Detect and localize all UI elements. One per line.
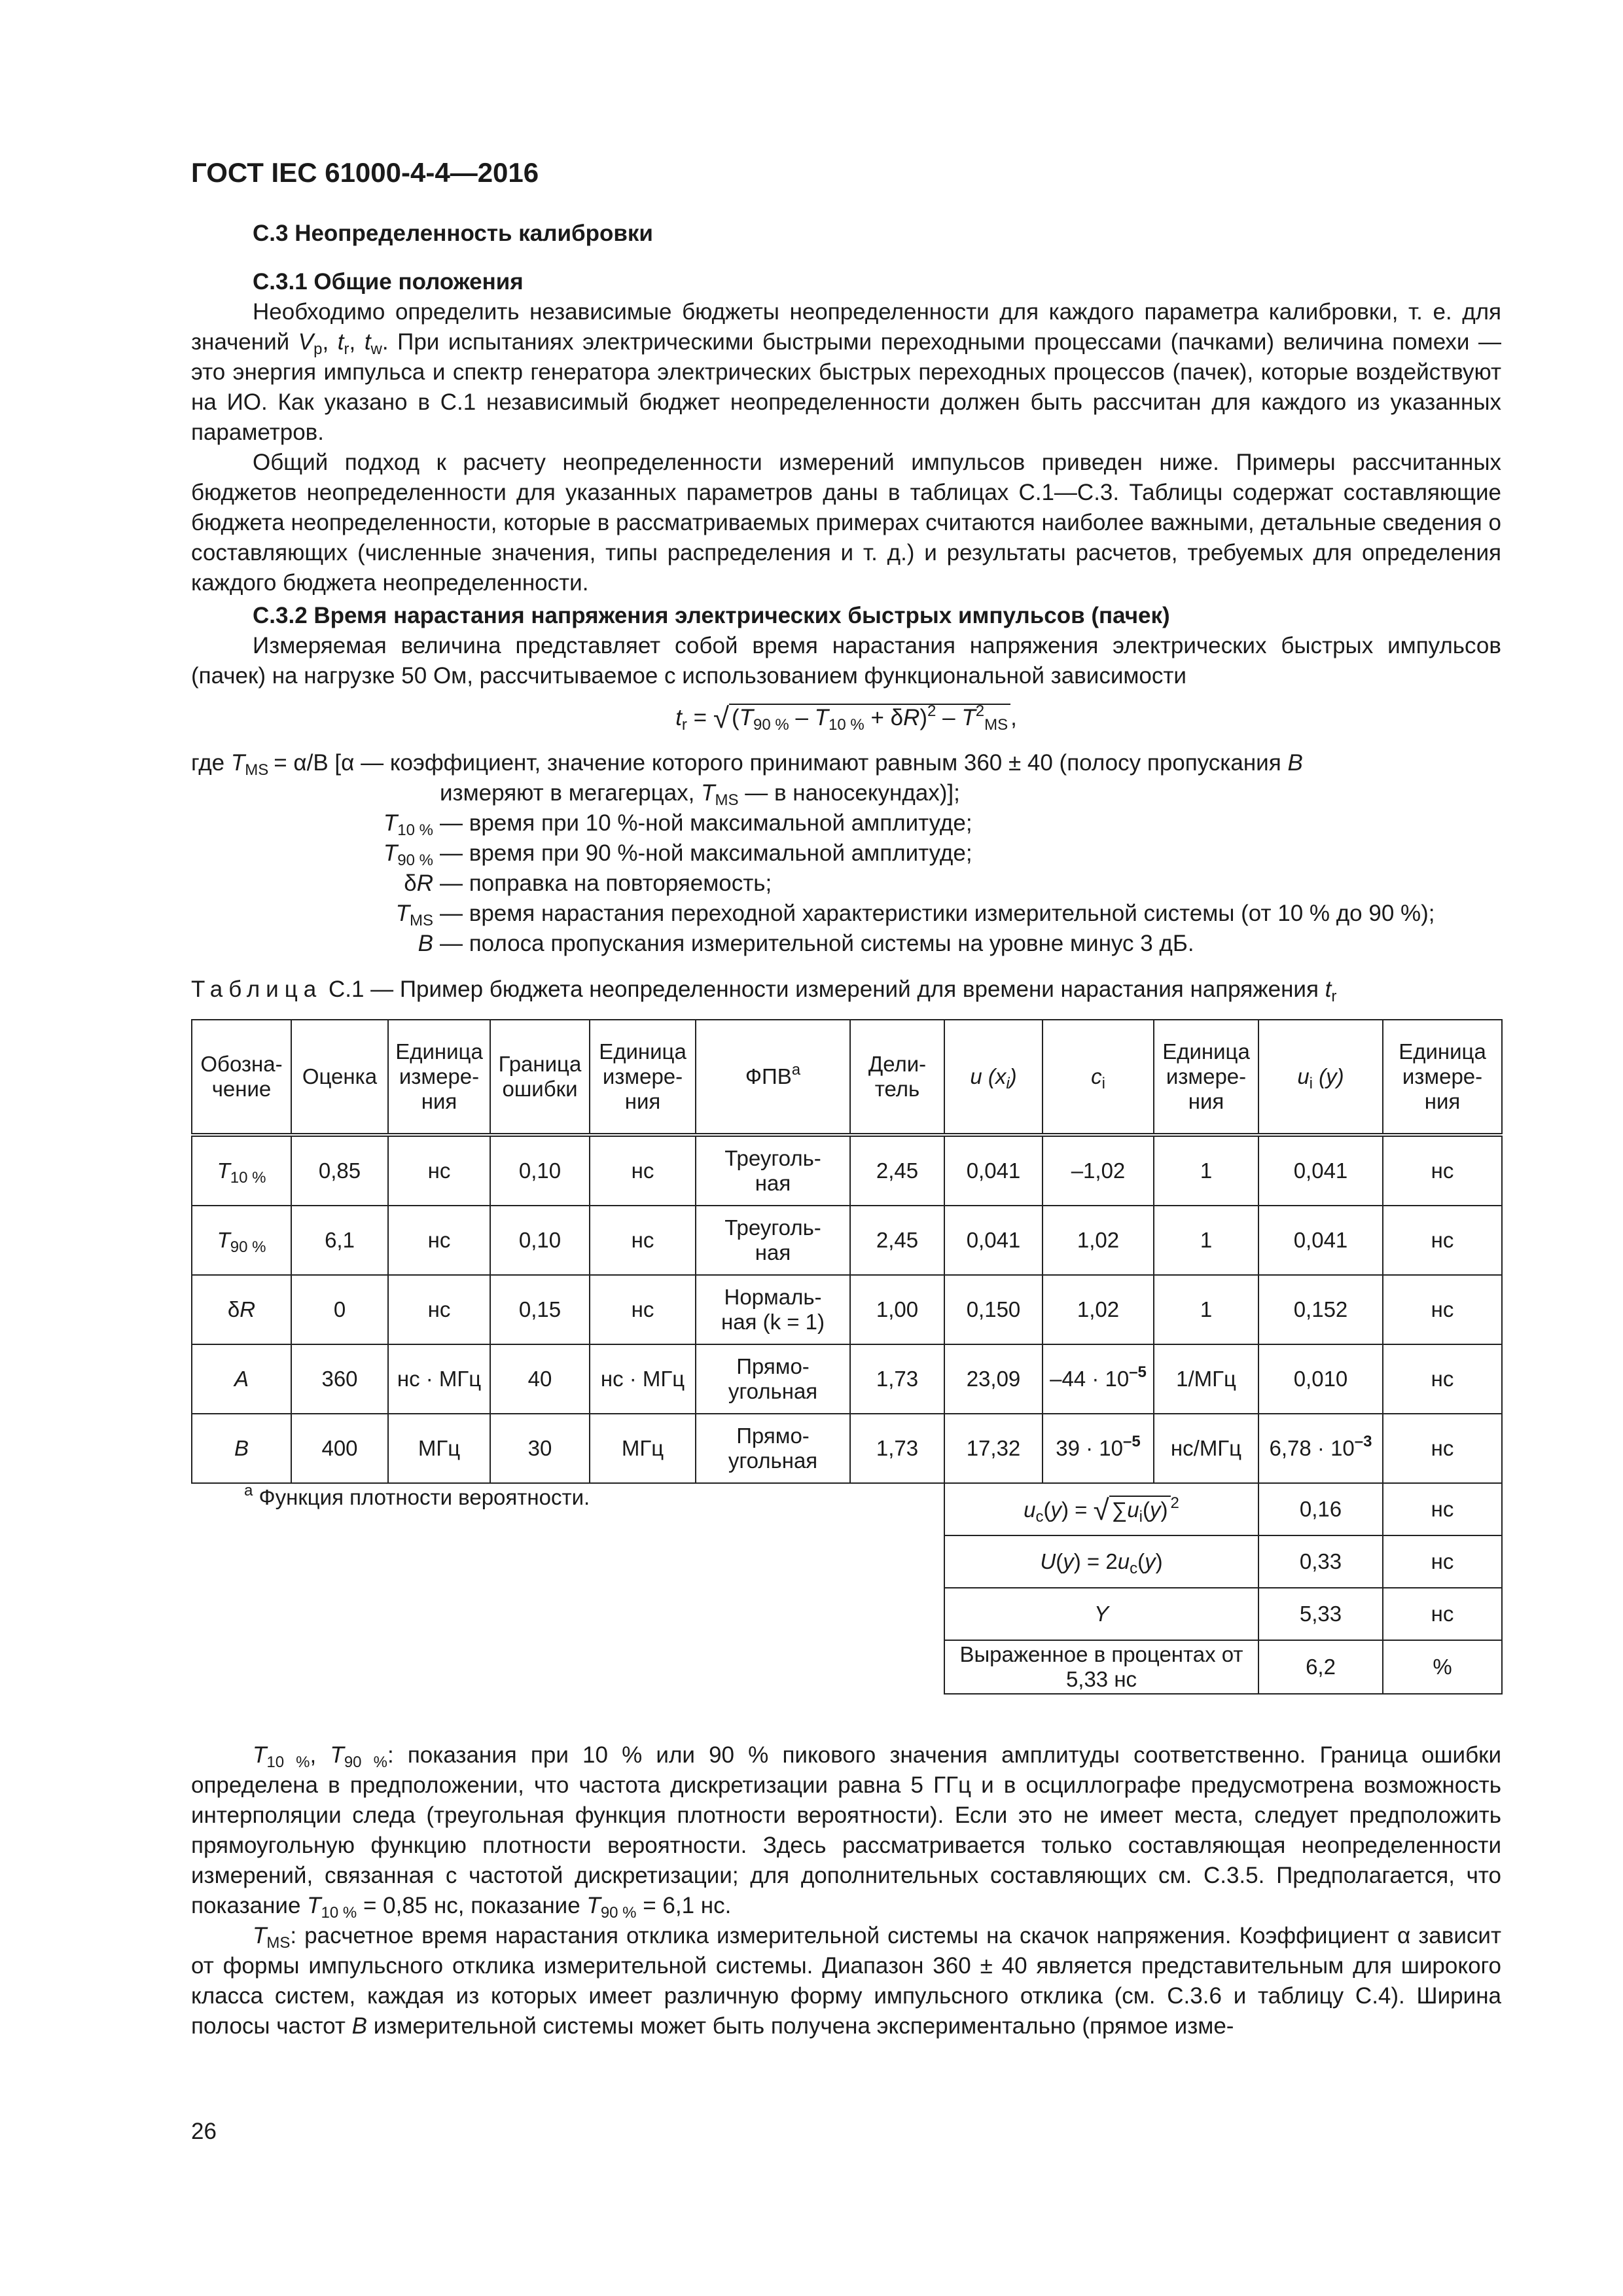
table-cell: нс (388, 1135, 490, 1206)
table-cell: 1,02 (1043, 1275, 1154, 1344)
table-cell: нс · МГц (590, 1344, 696, 1414)
page-number: 26 (191, 2119, 217, 2144)
table-row (192, 1206, 1502, 1275)
summary-unit: нс (1383, 1588, 1502, 1640)
table-cell: 0,152 (1258, 1275, 1383, 1344)
paragraph-2: Общий подход к расчету неопределенности измерений импульсов приведен ниже. Примеры рассчитанных бюджетов неопределенности для указанных параметров даны в таблицах С.1—С.3. Таблицы содержат составляющие бюджета неопределенности, которые в рассматриваемых примерах считаются наиболее важными, детальные сведения о составляющих (численные значения, типы распределения и т. д.) и результаты расчетов, требуемых для определения каждого бюджета неопределенности. (191, 450, 1501, 596)
table-cell: 0,041 (944, 1135, 1043, 1206)
table-cell: Треуголь- ная (696, 1135, 850, 1206)
table-cell: B (192, 1414, 291, 1483)
section-title-c32: С.3.2 Время нарастания напряжения электрических быстрых импульсов (пачек) (253, 603, 1170, 628)
col-header: Граница ошибки (490, 1020, 590, 1135)
col-header: $c_i$ (1043, 1020, 1154, 1135)
summary-label: Y (944, 1588, 1258, 1640)
table-cell: 2,45 (850, 1206, 944, 1275)
table-cell: нс (590, 1135, 696, 1206)
col-header: Единица измере- ния (388, 1020, 490, 1135)
uncertainty-budget-table (191, 1019, 1503, 1695)
summary-row (192, 1483, 1502, 1535)
summary-unit: % (1383, 1640, 1502, 1694)
table-cell: нс/МГц (1154, 1414, 1258, 1483)
summary-row (192, 1640, 1502, 1694)
table-cell: 0,150 (944, 1275, 1043, 1344)
table-cell: нс (1383, 1414, 1502, 1483)
col-header: Обозна- чение (192, 1020, 291, 1135)
table-cell: 1,73 (850, 1344, 944, 1414)
table-cell: 400 (291, 1414, 388, 1483)
table-cell: нс (388, 1275, 490, 1344)
definition-tms: $T_{MS}$ — время нарастания переходной характеристики измерительной системы (от 10 % до 90 %); (395, 901, 1435, 929)
summary-label: $U(y) = 2u_c(y)$ (944, 1535, 1258, 1588)
definition-tms-formula: где $T_{MS}$ = α/B [α — коэффициент, значение которого принимают равным 360 ± 40 (полосу пропускания B (191, 750, 1303, 779)
summary-value: 0,33 (1258, 1535, 1383, 1588)
paragraph-after-table-1: $T_{10 \%}$, $T_{90 \%}$: показания при 10 % или 90 % пикового значения амплитуды соответственно. Граница ошибки определена в предположении, что частота дискретизации равна 5 ГГц и в осциллографе предусмотрена возможность интерполяции следа (треугольная функция плотности вероятности). Если это не имеет места, следует предположить прямоугольную функцию плотности вероятности. Здесь рассматривается только составляющая неопределенности измерений, связанная с частотой дискретизации; для дополнительных составляющих см. С.3.5. Предполагается, что показание $T_{10 \%} = 0,85$ нс, показание $T_{90 \%} = 6,1$ нс. (191, 1742, 1502, 1922)
paragraph-3: Измеряемая величина представляет собой время нарастания напряжения электрических быстрых импульсов (пачек) на нагрузке 50 Ом, рассчитываемое с использованием функциональной зависимости (191, 633, 1501, 689)
table-cell: Нормаль- ная (k = 1) (696, 1275, 850, 1344)
table-cell: нс (1383, 1275, 1502, 1344)
table-cell: δR (192, 1275, 291, 1344)
section-title-c31: С.3.1 Общие положения (253, 269, 524, 295)
definition-dr: δR — поправка на повторяемость; (404, 870, 772, 896)
table-cell: 23,09 (944, 1344, 1043, 1414)
table-cell: 1 (1154, 1206, 1258, 1275)
table-cell: $-44 \cdot 10^{-5}$ (1043, 1344, 1154, 1414)
table-cell: нс (590, 1275, 696, 1344)
col-header: Единица измере- ния (1154, 1020, 1258, 1135)
summary-value: 0,16 (1258, 1483, 1383, 1535)
table-cell: Треуголь- ная (696, 1206, 850, 1275)
col-header: Единица измере- ния (1383, 1020, 1502, 1135)
table-cell: $39 \cdot 10^{-5}$ (1043, 1414, 1154, 1483)
table-row (192, 1135, 1502, 1206)
table-header-row (192, 1020, 1502, 1135)
table-cell: 1,02 (1043, 1206, 1154, 1275)
table-cell: 1,73 (850, 1414, 944, 1483)
summary-unit: нс (1383, 1483, 1502, 1535)
paragraph-after-table-2: $T_{MS}$: расчетное время нарастания отклика измерительной системы на скачок напряжения. Коэффициент α зависит от формы импульсного отклика измерительной системы. Диапазон 360 ± 40 является представительным для широкого класса систем, каждая из которых имеет различную форму импульсного отклика (см. С.3.6 и таблицу С.4). Ширина полосы частот B измерительной системы может быть получена экспериментально (прямое изме- (191, 1923, 1501, 2039)
col-header: u $(x_i)$ (944, 1020, 1043, 1135)
table-cell: нс (590, 1206, 696, 1275)
summary-unit: нс (1383, 1535, 1502, 1588)
col-header: $u_i$ (y) (1258, 1020, 1383, 1135)
table-cell: Прямо- угольная (696, 1414, 850, 1483)
table-cell: 0,85 (291, 1135, 388, 1206)
table-cell: нс (1383, 1135, 1502, 1206)
table-cell: 0,041 (944, 1206, 1043, 1275)
col-header: ФПВ$^a$ (696, 1020, 850, 1135)
table-cell: 0,041 (1258, 1135, 1383, 1206)
col-header: Дели- тель (850, 1020, 944, 1135)
table-cell: 0,10 (490, 1206, 590, 1275)
table-cell: 6,1 (291, 1206, 388, 1275)
col-header: Единица измере- ния (590, 1020, 696, 1135)
table-cell: 0,041 (1258, 1206, 1383, 1275)
table-cell: 1,00 (850, 1275, 944, 1344)
summary-label: Выраженное в процентах от 5,33 нс (944, 1640, 1258, 1694)
table-cell: 1 (1154, 1135, 1258, 1206)
table-cell: нс (1383, 1206, 1502, 1275)
summary-label: $u_c(y)$ = √ $\sum u_i(y)$ $^2$ (944, 1483, 1258, 1535)
table-cell: 0,15 (490, 1275, 590, 1344)
table-footnote: $^а$ Функция плотности вероятности. (192, 1483, 944, 1535)
table-cell: $6,78 \cdot 10^{-3}$ (1258, 1414, 1383, 1483)
summary-value: 5,33 (1258, 1588, 1383, 1640)
table-caption: Таблица С.1 — Пример бюджета неопределенности измерений для времени нарастания напряжения $t_r$ (191, 977, 1337, 1005)
table-row (192, 1414, 1502, 1483)
table-cell: 360 (291, 1344, 388, 1414)
table-cell: 0,010 (1258, 1344, 1383, 1414)
definition-t90: $T_{90 \%}$ — время при 90 %-ной максимальной амплитуде; (383, 840, 972, 869)
table-cell: –1,02 (1043, 1135, 1154, 1206)
table-cell: 30 (490, 1414, 590, 1483)
summary-row (192, 1588, 1502, 1640)
rise-time-formula: $t_r$ = √ $(T_{90 \%} - T_{10 \%} + \delta R)^2 - T^2_{MS}$ , (675, 702, 1017, 734)
table-row (192, 1275, 1502, 1344)
document-page (191, 0, 1501, 2296)
table-cell: 17,32 (944, 1414, 1043, 1483)
document-body (191, 219, 1501, 2041)
col-header: Оценка (291, 1020, 388, 1135)
table-cell: нс (1383, 1344, 1502, 1414)
table-cell: нс · МГц (388, 1344, 490, 1414)
paragraph-1: Необходимо определить независимые бюджеты неопределенности для каждого параметра калибровки, т. е. для значений $V_p$, $t_r$, $t_w$. При испытаниях электрическими быстрыми переходными процессами (пачками) величина помехи — это энергия импульса и спектр генератора электрических быстрых переходных процессов (пачек), которые воздействуют на ИО. Как указано в С.1 независимый бюджет неопределенности должен быть рассчитан для каждого из указанных параметров. (191, 299, 1501, 445)
table-cell: 0 (291, 1275, 388, 1344)
formula-definitions: где $T_{MS}$ = α/B [α — коэффициент, значение которого принимают равным 360 ± 40 (полосу пропускания B измеряют в мегагерцах, $T_{MS}$ — в наносекундах)]; $T_{10 \%}$ — время при 10 %-ной максимальной амплитуде; $T_{90 \%}$ — время при 90 %-ной максимальной амплитуде; δR — поправка на повторяемость; $T_{MS}$ — время нарастания переходной характеристики измерительной системы (от 10 % до 90 %); B — полоса пропускания измерительной системы на уровне минус 3 дБ. (191, 748, 1501, 959)
table-cell: 0,10 (490, 1135, 590, 1206)
table-cell: Прямо- угольная (696, 1344, 850, 1414)
table-cell: МГц (388, 1414, 490, 1483)
definition-b: B — полоса пропускания измерительной системы на уровне минус 3 дБ. (418, 931, 1194, 956)
table-cell: A (192, 1344, 291, 1414)
definition-t10: $T_{10 \%}$ — время при 10 %-ной максимальной амплитуде; (383, 810, 972, 839)
document-header: ГОСТ IEC 61000-4-4—2016 (191, 157, 539, 188)
table-cell: $T_{90 \%}$ (192, 1206, 291, 1275)
table-cell: нс (388, 1206, 490, 1275)
table-cell: $T_{10 \%}$ (192, 1135, 291, 1206)
section-title-c3: С.3 Неопределенность калибровки (253, 221, 653, 246)
table-cell: МГц (590, 1414, 696, 1483)
summary-row (192, 1535, 1502, 1588)
table-cell: 1 (1154, 1275, 1258, 1344)
summary-value: 6,2 (1258, 1640, 1383, 1694)
table-cell: 2,45 (850, 1135, 944, 1206)
table-row (192, 1344, 1502, 1414)
table-cell: 40 (490, 1344, 590, 1414)
table-cell: 1/МГц (1154, 1344, 1258, 1414)
